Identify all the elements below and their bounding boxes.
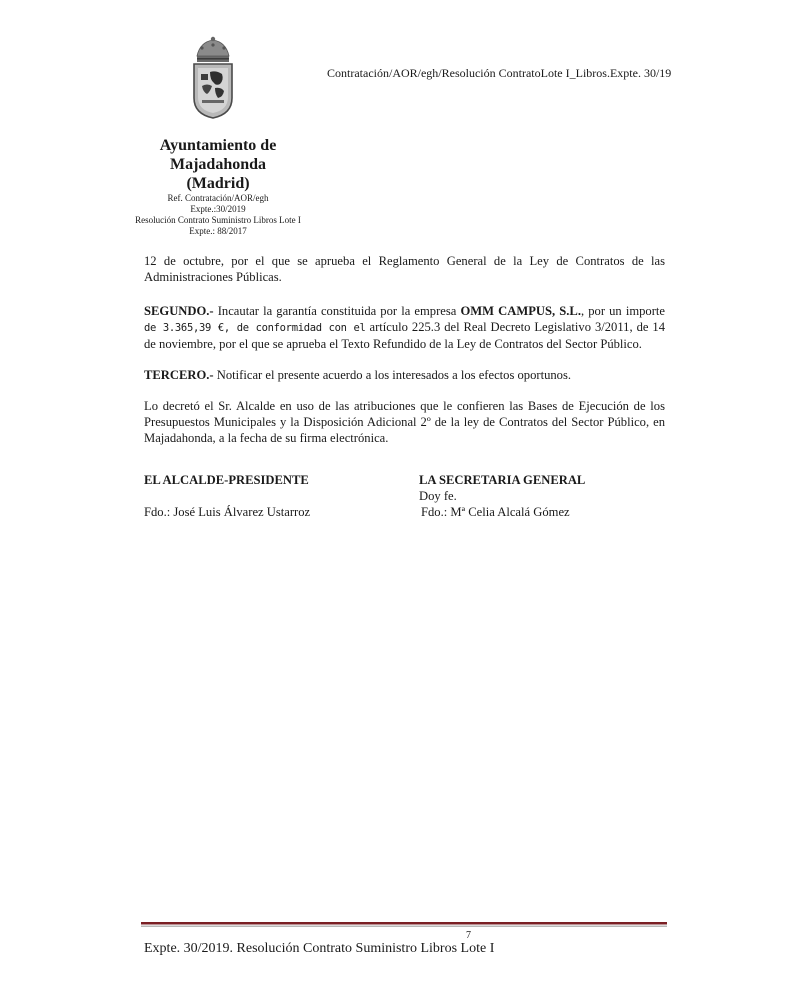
org-name-line1: Ayuntamiento de — [159, 137, 277, 154]
coat-of-arms-icon — [188, 36, 238, 120]
body-paragraph-segundo — [144, 303, 665, 353]
signature-note: Doy fe. — [419, 489, 457, 503]
footer-text: Expte. 30/2019. Resolución Contrato Suministro Libros Lote I — [144, 941, 495, 956]
org-ref-line: Expte.: 88/2017 — [189, 226, 247, 236]
paragraph-text: , por un importe — [580, 304, 665, 318]
paragraph-text: Incautar la garantía constituida por la empresa — [213, 304, 461, 318]
body-paragraph-tercero — [144, 367, 665, 383]
header-file-reference: Contratación/AOR/egh/Resolución ContratoLote I_Libros.Expte. 30/19 — [327, 66, 672, 80]
signature-name: Fdo.: José Luis Álvarez Ustarroz — [144, 505, 311, 519]
organization-block — [110, 136, 326, 237]
body-paragraph-closing — [144, 398, 665, 447]
paragraph-text: 12 de octubre, por el que se aprueba el Reglamento General de la Ley de Contratos de las Administraciones Públicas. — [144, 254, 665, 285]
paragraph-text: artículo 225.3 del Real Decreto Legislativo 3/2011, de 14 de noviembre, por el que se aprueba el Texto Refundido de la Ley de Contratos del Sector Público. — [144, 320, 665, 352]
signature-title: EL ALCALDE-PRESIDENTE — [144, 473, 309, 487]
footer-rule — [141, 922, 667, 928]
paragraph-text: Lo decretó el Sr. Alcalde en uso de las atribuciones que le confieren las Bases de Ejecución de los Presupuestos Municipales y la Disposición Adicional 2º de la ley de Contratos del Sector Público, en Majadahonda, a la fecha de su firma electrónica. — [144, 399, 665, 446]
org-ref-line: Ref. Contratación/AOR/egh — [167, 193, 269, 203]
signature-title: LA SECRETARIA GENERAL — [419, 473, 586, 487]
signature-block-mayor — [144, 472, 310, 520]
signature-block-secretary — [419, 472, 585, 520]
body-paragraph-1 — [144, 253, 665, 285]
paragraph-label: SEGUNDO.- — [144, 304, 214, 318]
paragraph-label: TERCERO.- — [144, 368, 214, 382]
company-name: OMM CAMPUS, S.L. — [460, 304, 581, 318]
page-number: 7 — [466, 930, 471, 941]
org-ref-line: Resolución Contrato Suministro Libros Lote I — [135, 215, 301, 225]
signature-name: Fdo.: Mª Celia Alcalá Gómez — [421, 505, 570, 519]
org-ref-line: Expte.:30/2019 — [190, 204, 246, 214]
org-name-line3: (Madrid) — [186, 175, 250, 192]
org-name-line2: Majadahonda — [169, 156, 267, 173]
amount-text: de 3.365,39 €, de conformidad con el — [144, 322, 366, 335]
paragraph-text: Notificar el presente acuerdo a los interesados a los efectos oportunos. — [213, 368, 572, 382]
